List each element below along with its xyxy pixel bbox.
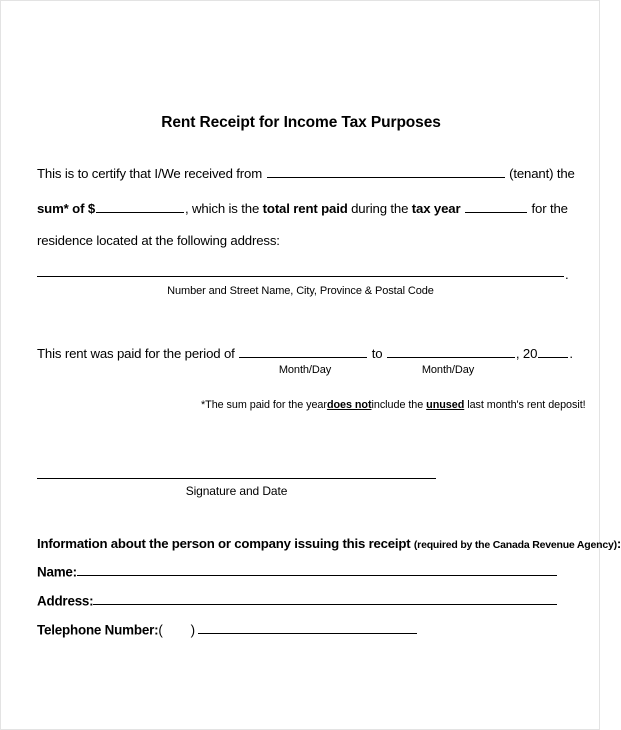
issuer-heading-colon: : <box>616 536 621 551</box>
certify-line-1 <box>37 165 575 181</box>
period-year-blank[interactable] <box>538 345 568 358</box>
certify-line-3 <box>37 233 280 248</box>
name-field-row <box>37 564 557 579</box>
certify-text-part6: during the <box>351 201 409 217</box>
area-code-close-paren: ) <box>190 622 195 638</box>
rent-period-line <box>37 345 573 361</box>
telephone-field-label: Telephone Number: <box>37 622 159 638</box>
name-field-label: Name: <box>37 564 77 580</box>
issuer-heading-paren: (required by the Canada Revenue Agency) <box>413 539 617 551</box>
certify-text-part1: This is to certify that I/We received from <box>37 166 263 182</box>
period-to-blank[interactable] <box>387 345 515 358</box>
address-input-blank[interactable] <box>93 593 557 605</box>
month-day-label-from: Month/Day <box>278 364 332 376</box>
tax-year-label: tax year <box>411 201 461 217</box>
address-field-row <box>37 593 557 608</box>
footnote-does-not: does not <box>326 399 372 411</box>
tax-year-blank[interactable] <box>465 200 527 213</box>
name-input-blank[interactable] <box>77 564 557 576</box>
certify-line-2 <box>37 200 568 216</box>
sum-label: sum* of $ <box>37 201 96 217</box>
rent-period-text-part4: . <box>569 346 573 362</box>
residence-text: residence located at the following address: <box>37 233 280 248</box>
address-blank-line[interactable] <box>37 276 564 277</box>
issuer-heading-main: Information about the person or company issuing this receipt <box>37 536 411 551</box>
footnote-unused: unused <box>426 399 465 411</box>
page-title: Rent Receipt for Income Tax Purposes <box>161 114 441 131</box>
certify-text-part8: for the <box>531 201 568 217</box>
tenant-name-blank[interactable] <box>267 165 505 178</box>
certify-text-part4: , which is the <box>185 201 260 217</box>
footnote-line <box>201 399 586 411</box>
address-period: . <box>565 267 569 282</box>
month-day-label-to: Month/Day <box>421 364 475 376</box>
issuer-info-heading <box>37 536 621 551</box>
rent-period-text-part1: This rent was paid for the period of <box>37 346 235 362</box>
footnote-part3: include the <box>371 399 424 411</box>
rent-period-text-part2: to <box>371 346 383 362</box>
certify-text-part2: (tenant) the <box>509 166 575 182</box>
period-from-blank[interactable] <box>239 345 367 358</box>
sum-amount-blank[interactable] <box>96 200 184 213</box>
telephone-field-row <box>37 622 417 637</box>
rent-period-text-part3: , 20 <box>515 346 538 362</box>
signature-caption: Signature and Date <box>185 484 288 498</box>
address-field-label: Address: <box>37 593 94 609</box>
telephone-input-blank[interactable] <box>198 622 417 634</box>
footnote-part1: *The sum paid for the year <box>201 399 327 411</box>
area-code-open-paren: ( <box>158 622 163 638</box>
address-caption: Number and Street Name, City, Province & Postal Code <box>167 285 434 297</box>
signature-blank-line[interactable] <box>37 478 436 479</box>
footnote-part5: last month's rent deposit! <box>467 399 586 411</box>
total-rent-paid-label: total rent paid <box>262 201 348 217</box>
